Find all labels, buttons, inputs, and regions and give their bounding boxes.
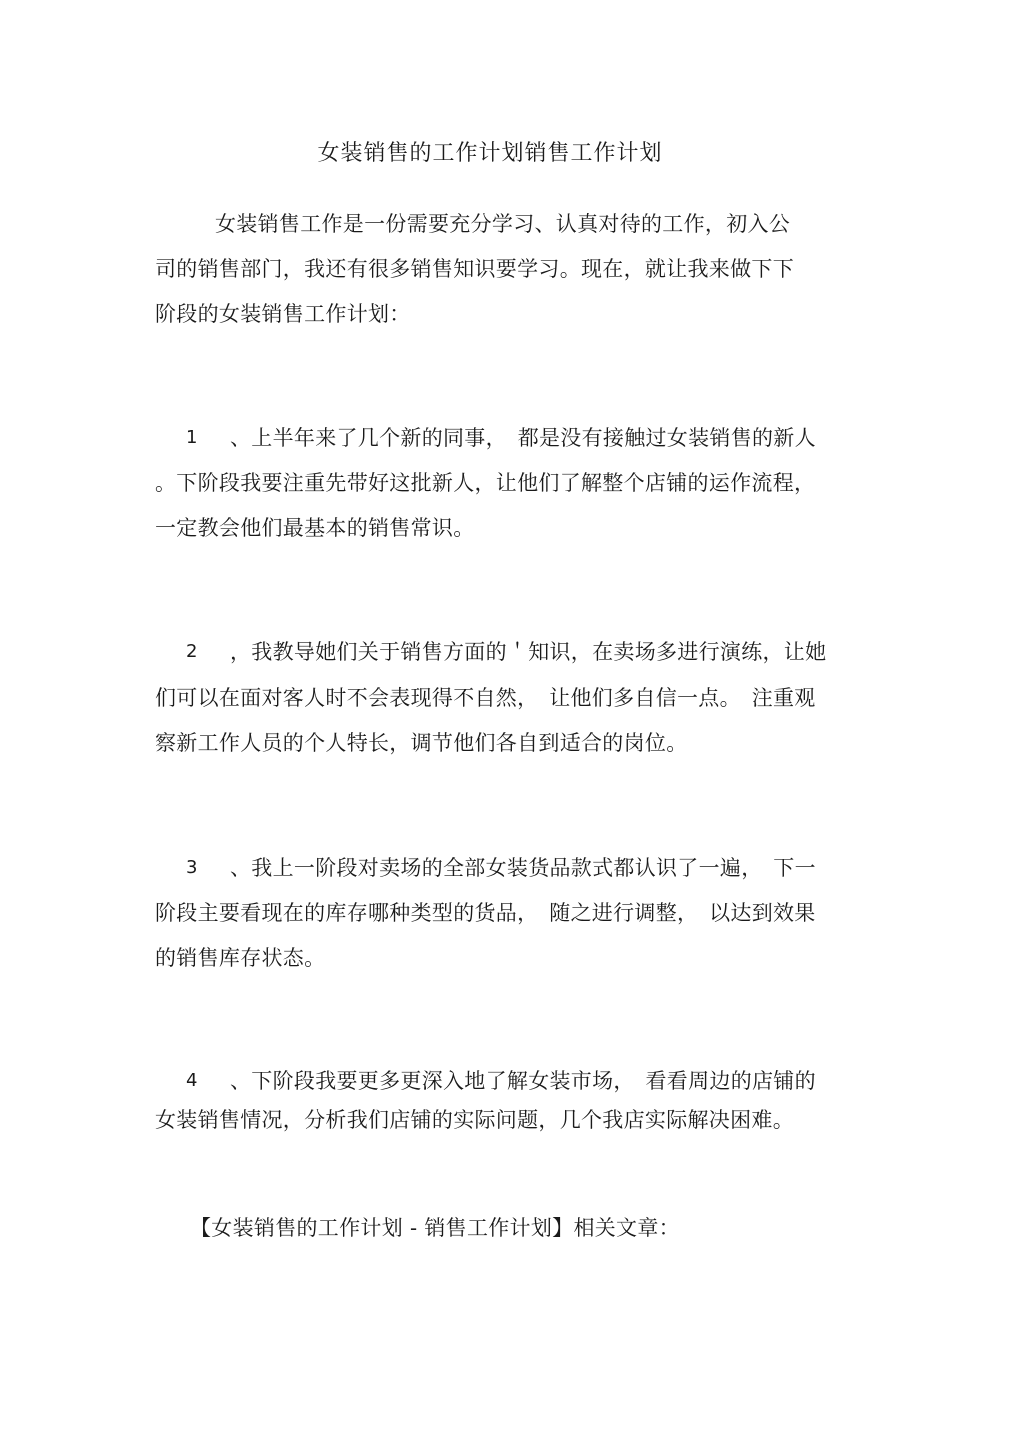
item-4-line-2: 女装销售情况，分析我们店铺的实际问题，几个我店实际解决困难。: [155, 1108, 794, 1132]
item-2-line-3: 察新工作人员的个人特长，调节他们各自到适合的岗位。: [155, 731, 688, 755]
item-3-line-2: 阶段主要看现在的库存哪种类型的货品， 随之进行调整， 以达到效果: [155, 901, 816, 925]
intro-line-3: 阶段的女装销售工作计划：: [155, 302, 411, 326]
item-1-line-1: 、上半年来了几个新的同事， 都是没有接触过女装销售的新人: [230, 426, 816, 450]
intro-line-1: 女装销售工作是一份需要充分学习、认真对待的工作，初入公: [215, 212, 791, 236]
document-title: 女装销售的工作计划销售工作计划: [317, 141, 663, 166]
item-1-line-2: 。下阶段我要注重先带好这批新人，让他们了解整个店铺的运作流程，: [155, 471, 816, 495]
item-1-number: 1: [186, 427, 198, 448]
item-3-number: 3: [186, 857, 198, 878]
item-4-line-1: 、下阶段我要更多更深入地了解女装市场， 看看周边的店铺的: [230, 1069, 816, 1093]
item-3-line-1: 、我上一阶段对卖场的全部女装货品款式都认识了一遍， 下一: [230, 856, 816, 880]
related-articles-heading: 【女装销售的工作计划 - 销售工作计划】相关文章：: [190, 1216, 680, 1240]
item-3-line-3: 的销售库存状态。: [155, 946, 326, 970]
item-4-number: 4: [186, 1070, 198, 1091]
item-1-line-3: 一定教会他们最基本的销售常识。: [155, 516, 475, 540]
item-2-line-2: 们可以在面对客人时不会表现得不自然， 让他们多自信一点。 注重观: [155, 686, 816, 710]
item-2-number: 2: [186, 641, 198, 662]
item-2-line-1: ，我教导她们关于销售方面的＇知识，在卖场多进行演练，让她: [230, 640, 827, 664]
intro-line-2: 司的销售部门，我还有很多销售知识要学习。现在，就让我来做下下: [155, 257, 794, 281]
